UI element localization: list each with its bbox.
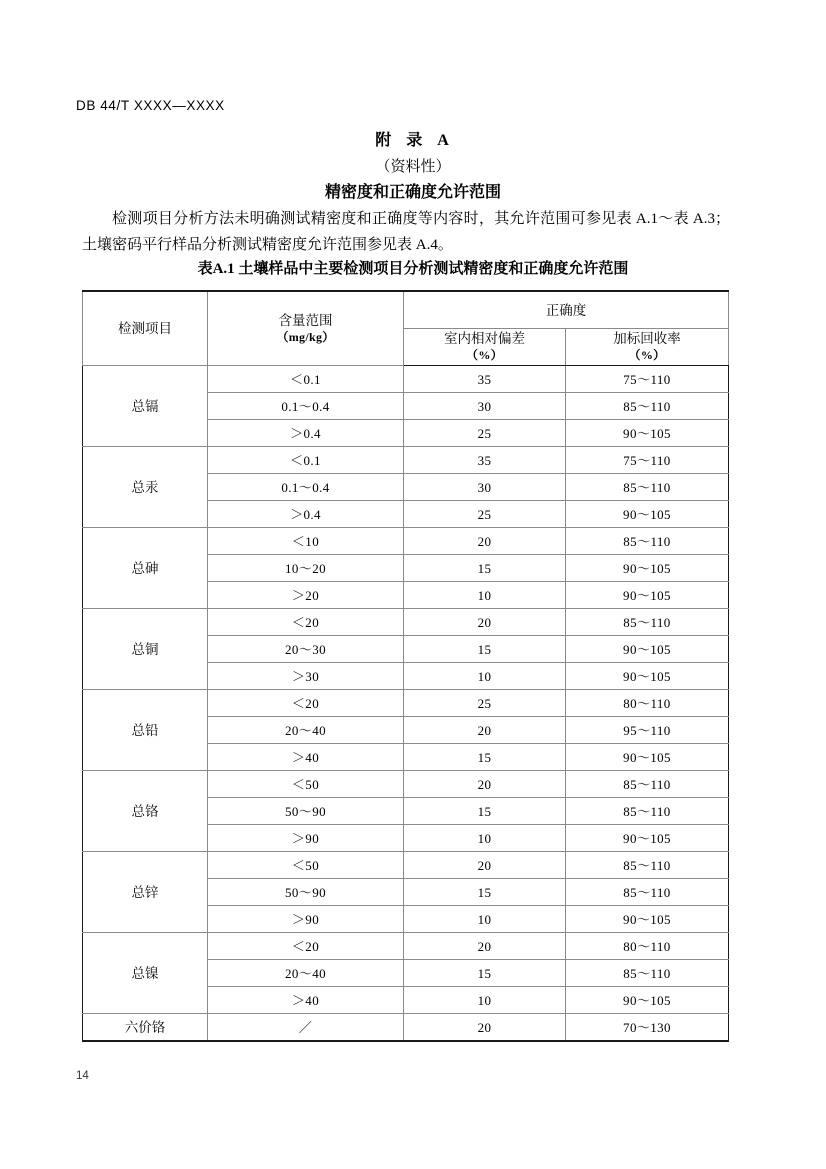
cell-spike-recovery: 85～110 [566,960,729,987]
cell-content-range: ＜20 [208,609,404,636]
intro-paragraph: 检测项目分析方法未明确测试精密度和正确度等内容时，其允许范围可参见表 A.1～表 A.3；土壤密码平行样品分析测试精密度允许范围参见表 A.4。 [82,211,730,253]
cell-detection-item: 总镉 [83,366,208,447]
cell-relative-deviation: 20 [404,852,566,879]
cell-spike-recovery: 90～105 [566,744,729,771]
cell-relative-deviation: 15 [404,636,566,663]
cell-detection-item: 总铬 [83,771,208,852]
cell-detection-item: 总镍 [83,933,208,1014]
cell-relative-deviation: 10 [404,582,566,609]
page-number: 14 [76,1070,89,1082]
cell-content-range: ＞90 [208,825,404,852]
cell-relative-deviation: 25 [404,690,566,717]
cell-detection-item: 总锌 [83,852,208,933]
precision-accuracy-table [82,290,729,1042]
table-header-row-1 [83,291,729,329]
header-item: 检测项目 [83,291,208,366]
cell-content-range: 50～90 [208,879,404,906]
cell-spike-recovery: 90～105 [566,906,729,933]
header-relative-deviation-unit: （%） [466,348,503,362]
cell-content-range: ＜0.1 [208,366,404,393]
table-row [83,366,729,393]
table-row [83,447,729,474]
annex-title [0,128,826,154]
cell-spike-recovery: 85～110 [566,771,729,798]
cell-spike-recovery: 90～105 [566,663,729,690]
table-row [83,771,729,798]
annex-kind-label: （资料性） [375,159,451,175]
cell-detection-item: 总砷 [83,528,208,609]
cell-content-range: 20～40 [208,717,404,744]
cell-relative-deviation: 25 [404,420,566,447]
cell-spike-recovery: 90～105 [566,420,729,447]
cell-relative-deviation: 30 [404,474,566,501]
cell-detection-item: 六价铬 [83,1014,208,1042]
cell-relative-deviation: 30 [404,393,566,420]
cell-content-range: ／ [208,1014,404,1042]
table-container [82,290,728,1042]
cell-spike-recovery: 80～110 [566,690,729,717]
annex-title-prefix: 附 [375,132,394,149]
cell-content-range: ＞20 [208,582,404,609]
header-relative-deviation [404,329,566,366]
header-accuracy: 正确度 [404,291,729,329]
cell-detection-item: 总汞 [83,447,208,528]
annex-title-word: 录 [406,132,425,149]
cell-relative-deviation: 15 [404,555,566,582]
cell-relative-deviation: 20 [404,771,566,798]
table-row [83,933,729,960]
cell-spike-recovery: 85～110 [566,879,729,906]
table-row [83,1014,729,1042]
cell-spike-recovery: 75～110 [566,366,729,393]
cell-spike-recovery: 85～110 [566,474,729,501]
cell-content-range: 10～20 [208,555,404,582]
cell-spike-recovery: 90～105 [566,825,729,852]
header-spike-recovery [566,329,729,366]
cell-content-range: ＜0.1 [208,447,404,474]
cell-spike-recovery: 70～130 [566,1014,729,1042]
cell-content-range: ＜50 [208,852,404,879]
cell-spike-recovery: 90～105 [566,501,729,528]
cell-spike-recovery: 95～110 [566,717,729,744]
table-header [83,291,729,366]
cell-content-range: ＞0.4 [208,420,404,447]
table-caption: 表A.1 土壤样品中主要检测项目分析测试精密度和正确度允许范围 [197,261,629,277]
header-relative-deviation-line1: 室内相对偏差 [444,331,525,346]
cell-relative-deviation: 25 [404,501,566,528]
cell-relative-deviation: 10 [404,663,566,690]
cell-content-range: 20～40 [208,960,404,987]
cell-detection-item: 总铜 [83,609,208,690]
cell-relative-deviation: 35 [404,366,566,393]
header-content-range-unit: （mg/kg） [276,329,335,344]
cell-spike-recovery: 85～110 [566,798,729,825]
cell-relative-deviation: 20 [404,933,566,960]
cell-spike-recovery: 85～110 [566,609,729,636]
cell-relative-deviation: 20 [404,717,566,744]
cell-detection-item: 总铅 [83,690,208,771]
annex-subject-title: 精密度和正确度允许范围 [324,184,501,201]
cell-spike-recovery: 85～110 [566,528,729,555]
cell-spike-recovery: 90～105 [566,636,729,663]
cell-content-range: ＞90 [208,906,404,933]
table-row [83,528,729,555]
cell-content-range: 50～90 [208,798,404,825]
cell-relative-deviation: 15 [404,879,566,906]
cell-content-range: 20～30 [208,636,404,663]
table-row [83,609,729,636]
cell-spike-recovery: 80～110 [566,933,729,960]
cell-content-range: ＜20 [208,933,404,960]
cell-content-range: ＜10 [208,528,404,555]
cell-spike-recovery: 85～110 [566,852,729,879]
header-spike-recovery-line1: 加标回收率 [613,331,681,346]
cell-spike-recovery: 90～105 [566,582,729,609]
cell-content-range: ＜50 [208,771,404,798]
cell-content-range: ＞40 [208,987,404,1014]
cell-relative-deviation: 15 [404,960,566,987]
cell-relative-deviation: 10 [404,825,566,852]
cell-relative-deviation: 10 [404,987,566,1014]
cell-spike-recovery: 75～110 [566,447,729,474]
table-row [83,690,729,717]
cell-relative-deviation: 20 [404,609,566,636]
cell-spike-recovery: 90～105 [566,555,729,582]
cell-spike-recovery: 85～110 [566,393,729,420]
cell-content-range: 0.1～0.4 [208,474,404,501]
header-content-range [208,291,404,366]
cell-relative-deviation: 20 [404,528,566,555]
cell-relative-deviation: 35 [404,447,566,474]
cell-relative-deviation: 10 [404,906,566,933]
cell-relative-deviation: 15 [404,798,566,825]
cell-relative-deviation: 20 [404,1014,566,1042]
annex-title-block [0,128,826,206]
cell-content-range: 0.1～0.4 [208,393,404,420]
cell-content-range: ＞30 [208,663,404,690]
table-row [83,852,729,879]
cell-content-range: ＜20 [208,690,404,717]
cell-content-range: ＞0.4 [208,501,404,528]
document-standard-code: DB 44/T XXXX—XXXX [76,98,225,113]
header-content-range-line1: 含量范围 [278,312,333,328]
cell-spike-recovery: 90～105 [566,987,729,1014]
cell-relative-deviation: 15 [404,744,566,771]
header-spike-recovery-unit: （%） [628,348,666,362]
cell-content-range: ＞40 [208,744,404,771]
annex-title-letter: A [437,132,451,149]
table-body [83,366,729,1042]
